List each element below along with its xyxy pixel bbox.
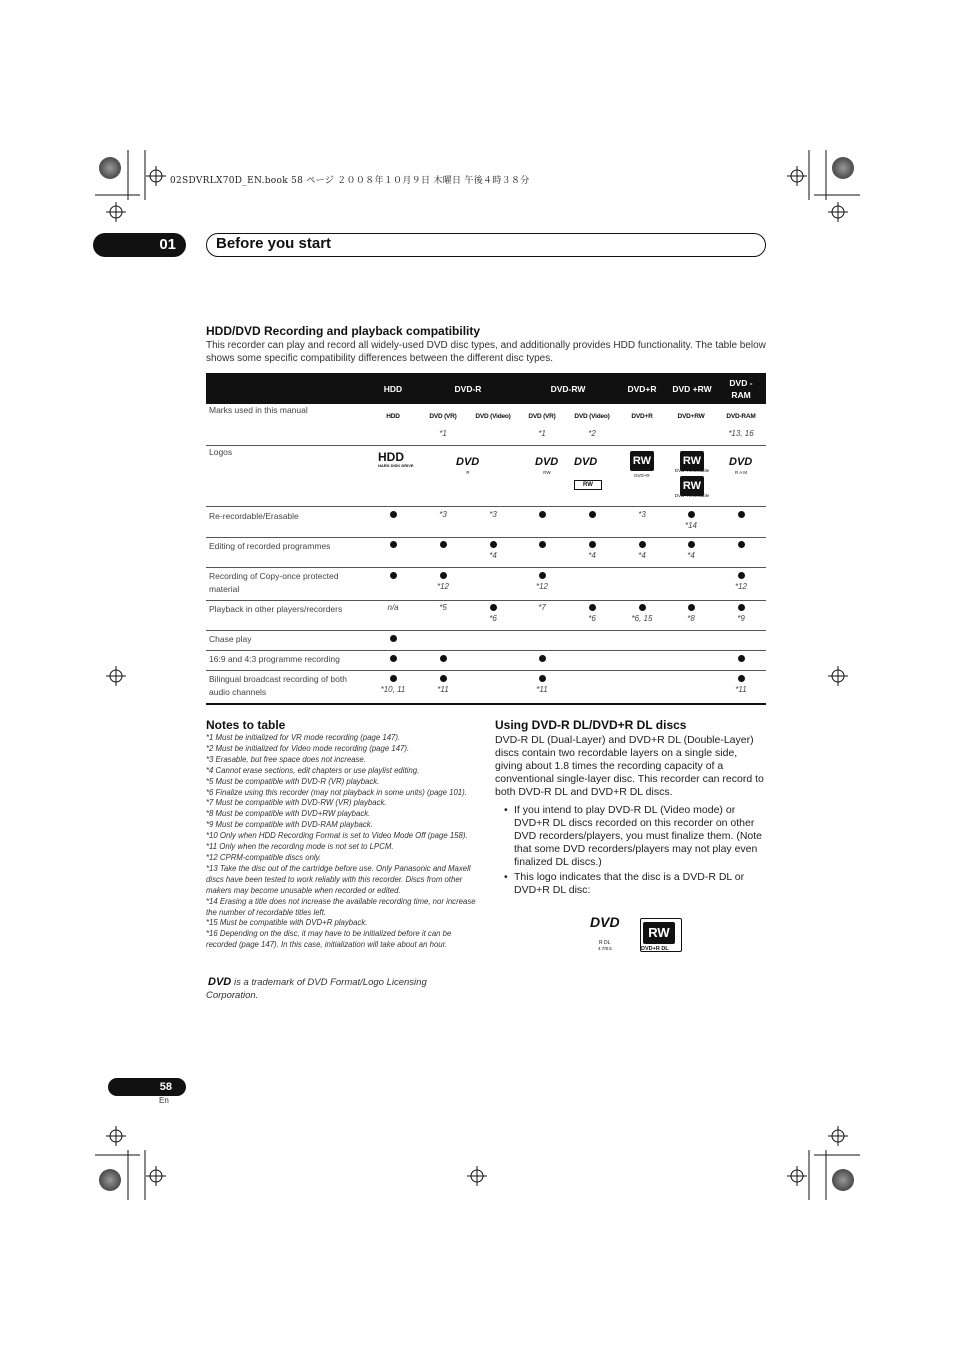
row-label-copy-once: Recording of Copy-once protected material <box>209 571 339 594</box>
supported-dot <box>440 675 447 682</box>
supported-dot <box>490 541 497 548</box>
mark-dvd-rw-vr: DVD (VR) <box>528 413 556 420</box>
note-item: *15 Must be compatible with DVD+R playback. <box>206 918 368 928</box>
mark-dvd-ram: DVD-RAM <box>726 413 756 420</box>
dvd-rw-video-logo-icon: DVD <box>574 456 598 468</box>
dl-section-title: Using DVD-R DL/DVD+R DL discs <box>495 718 687 732</box>
row-divider <box>206 650 766 651</box>
header-dvd-plus-r: DVD+R <box>627 383 657 394</box>
note-ref: *11 <box>536 685 548 694</box>
supported-dot <box>440 655 447 662</box>
chapter-title: Before you start <box>216 235 332 252</box>
logo-caption: DVD+R <box>634 473 650 478</box>
row-divider <box>206 630 766 631</box>
supported-dot <box>738 675 745 682</box>
note-item: *13 Take the disc out of the cartridge before use. Only Panasonic and Maxell discs have been tested to work reliably with this recorder. Discs from other makers may become unusable when recorded or edited. <box>206 863 471 895</box>
supported-dot <box>390 511 397 518</box>
supported-dot <box>688 541 695 548</box>
supported-dot <box>738 572 745 579</box>
dl-section-body: DVD-R DL (Dual-Layer) and DVD+R DL (Double-Layer) discs contain two recordable layers on a single side, giving about 1.8 times the recording capacity of a conventional single-layer disc. This recorder can record to both DVD-R DL and DVD+R DL discs. <box>495 734 764 798</box>
note-ref: *11 <box>437 685 449 694</box>
bullet-marker: • <box>504 804 508 816</box>
supported-dot <box>688 604 695 611</box>
supported-dot <box>639 604 646 611</box>
chapter-number: 01 <box>93 233 186 257</box>
section-intro: This recorder can play and record all widely-used DVD disc types, and additionally provides HDD functionality. The table below shows some specific compatibility differences between the different disc types. <box>206 340 766 364</box>
row-label-bilingual: Bilingual broadcast recording of both audio channels <box>209 674 347 697</box>
hdd-logo: HDD <box>378 450 404 464</box>
dl-logo-caption: DVD+R DL <box>641 946 669 952</box>
table-header <box>206 373 766 404</box>
note-item: *2 Must be initialized for Video mode recording (page 147). <box>206 743 410 753</box>
header-dvd-rw: DVD-RW <box>550 383 586 394</box>
row-divider <box>206 567 766 568</box>
rw-logo-icon: RW <box>680 451 704 471</box>
supported-dot <box>390 675 397 682</box>
row-label-editing: Editing of recorded programmes <box>209 541 331 551</box>
header-hdd: HDD <box>383 383 403 394</box>
dvd-trademark-icon: DVD <box>208 976 232 988</box>
logo-caption: R <box>466 470 470 475</box>
logo-caption: DVD+ReWritable <box>674 468 710 473</box>
logo-caption: RW <box>543 470 551 475</box>
note-item: *6 Finalize using this recorder (may not playback in some units) (page 101). <box>206 787 467 797</box>
note-item: *4 Cannot erase sections, edit chapters or use playlist editing. <box>206 765 420 775</box>
supported-dot <box>390 635 397 642</box>
row-divider <box>206 506 766 507</box>
supported-dot <box>390 572 397 579</box>
page-lang: En <box>159 1096 169 1105</box>
supported-dot <box>539 572 546 579</box>
supported-dot <box>390 655 397 662</box>
note-ref: *4 <box>687 551 695 560</box>
table-bottom-rule <box>206 703 766 705</box>
row-divider <box>206 670 766 671</box>
note-item: *5 Must be compatible with DVD-R (VR) playback. <box>206 776 380 786</box>
supported-dot <box>738 511 745 518</box>
rw-dl-logo-icon: RW <box>643 922 675 944</box>
supported-dot <box>539 655 546 662</box>
dvd-ram-logo-icon: DVD <box>729 456 753 468</box>
note-item: *7 Must be compatible with DVD-RW (VR) playback. <box>206 798 387 808</box>
supported-dot <box>639 541 646 548</box>
note-ref: *3 <box>638 510 646 519</box>
note-ref: *10, 11 <box>380 685 406 694</box>
rw-logo-icon: RW <box>680 476 704 496</box>
logo-caption: R A M <box>734 470 747 475</box>
supported-dot <box>738 541 745 548</box>
supported-dot <box>539 511 546 518</box>
dl-logo-caption: R DL <box>599 940 611 946</box>
row-divider <box>206 537 766 538</box>
supported-dot <box>688 511 695 518</box>
supported-dot <box>440 572 447 579</box>
note-ref: *3 <box>489 510 497 519</box>
notes-list <box>206 733 476 951</box>
dvd-rw-logo-icon: DVD <box>535 456 559 468</box>
supported-dot <box>589 511 596 518</box>
note-ref: *1 <box>439 429 447 438</box>
notes-title: Notes to table <box>206 718 286 732</box>
note-item: *11 Only when the recording mode is not set to LPCM. <box>206 842 394 852</box>
mark-dvd-r-video: DVD (Video) <box>475 413 511 420</box>
dvd-r-logo-icon: DVD <box>456 456 480 468</box>
supported-dot <box>738 655 745 662</box>
page-number: 58 <box>108 1078 186 1096</box>
note-ref: n/a <box>387 603 399 612</box>
note-ref: *12 <box>535 582 548 591</box>
note-ref: *5 <box>439 603 447 612</box>
print-line: 02SDVRLX70D_EN.book 58 ページ ２００８年１０月９日 木曜日 午後４時３８分 <box>170 176 530 186</box>
note-ref: *8 <box>687 614 695 623</box>
note-ref: *14 <box>684 521 697 530</box>
supported-dot <box>589 541 596 548</box>
note-ref: *6, 15 <box>631 614 653 623</box>
note-ref: *13, 16 <box>728 429 754 438</box>
note-ref: *12 <box>734 582 747 591</box>
supported-dot <box>738 604 745 611</box>
header-dvd-plus-rw: DVD +RW <box>672 383 712 394</box>
supported-dot <box>440 541 447 548</box>
mark-hdd: HDD <box>386 413 400 420</box>
supported-dot <box>589 604 596 611</box>
note-item: *3 Erasable, but free space does not increase. <box>206 754 366 764</box>
row-divider <box>206 600 766 601</box>
row-label-marks: Marks used in this manual <box>209 405 308 415</box>
hdd-logo-sub: HARD DISK DRIVE <box>378 463 414 468</box>
logo-caption: DVD+ReWritable <box>674 493 710 498</box>
trademark-text: is a trademark of DVD Format/Logo Licensing Corporation. <box>206 977 427 1001</box>
row-label-chase: Chase play <box>209 634 252 644</box>
row-label-logos: Logos <box>209 447 233 457</box>
rw-logo-icon: RW <box>630 451 654 471</box>
mark-dvd-r-vr: DVD (VR) <box>429 413 457 420</box>
note-item: *14 Erasing a title does not increase the available recording time, nor increase the number of recordable titles left. <box>206 896 476 917</box>
row-label-aspect: 16:9 and 4:3 programme recording <box>209 654 340 664</box>
rw-small-badge-icon: RW <box>574 480 602 490</box>
note-item: *16 Depending on the disc, it may have to be initialized before it can be recorded (page 147). In this case, initialization will take about an hour. <box>206 929 452 950</box>
note-ref: *11 <box>735 685 747 694</box>
bullet-marker: • <box>504 871 508 883</box>
note-ref: *2 <box>588 429 596 438</box>
supported-dot <box>390 541 397 548</box>
row-label-re-recordable: Re-recordable/Erasable <box>209 511 299 521</box>
header-dvd-r: DVD-R <box>454 383 482 394</box>
dl-bullet-2: This logo indicates that the disc is a DVD-R DL or DVD+R DL disc: <box>514 871 745 896</box>
note-ref: *6 <box>588 614 596 623</box>
dvd-r-dl-logo-icon: DVD <box>590 914 620 930</box>
mark-dvd-plus-r: DVD+R <box>631 413 653 420</box>
mark-dvd-plus-rw: DVD+RW <box>677 413 705 420</box>
note-ref: *1 <box>538 429 546 438</box>
note-item: *8 Must be compatible with DVD+RW playback. <box>206 809 371 819</box>
section-title: HDD/DVD Recording and playback compatibility <box>206 324 481 338</box>
note-ref: *4 <box>638 551 646 560</box>
note-ref: *4 <box>588 551 596 560</box>
dl-logo-caption: 4.7/8.5 <box>598 946 612 951</box>
dl-bullet-1: If you intend to play DVD-R DL (Video mode) or DVD+R DL discs recorded on this recorder on other DVD recorders/players, you must finalize them. (Note that some DVD recorders/players may not play even finalized DL discs.) <box>514 804 763 868</box>
row-label-playback: Playback in other players/recorders <box>209 604 343 614</box>
header-dvd-ram: DVD -RAM <box>729 377 753 400</box>
note-item: *9 Must be compatible with DVD-RAM playback. <box>206 820 373 830</box>
supported-dot <box>539 675 546 682</box>
note-ref: *4 <box>489 551 497 560</box>
mark-dvd-rw-video: DVD (Video) <box>574 413 610 420</box>
note-ref: *7 <box>538 603 546 612</box>
note-ref: *6 <box>489 614 497 623</box>
note-ref: *3 <box>439 510 447 519</box>
supported-dot <box>490 604 497 611</box>
note-ref: *9 <box>737 614 745 623</box>
supported-dot <box>539 541 546 548</box>
note-item: *12 CPRM-compatible discs only. <box>206 852 322 862</box>
note-item: *1 Must be initialized for VR mode recording (page 147). <box>206 733 401 742</box>
note-item: *10 Only when HDD Recording Format is set to Video Mode Off (page 158). <box>206 831 468 841</box>
note-ref: *12 <box>436 582 449 591</box>
